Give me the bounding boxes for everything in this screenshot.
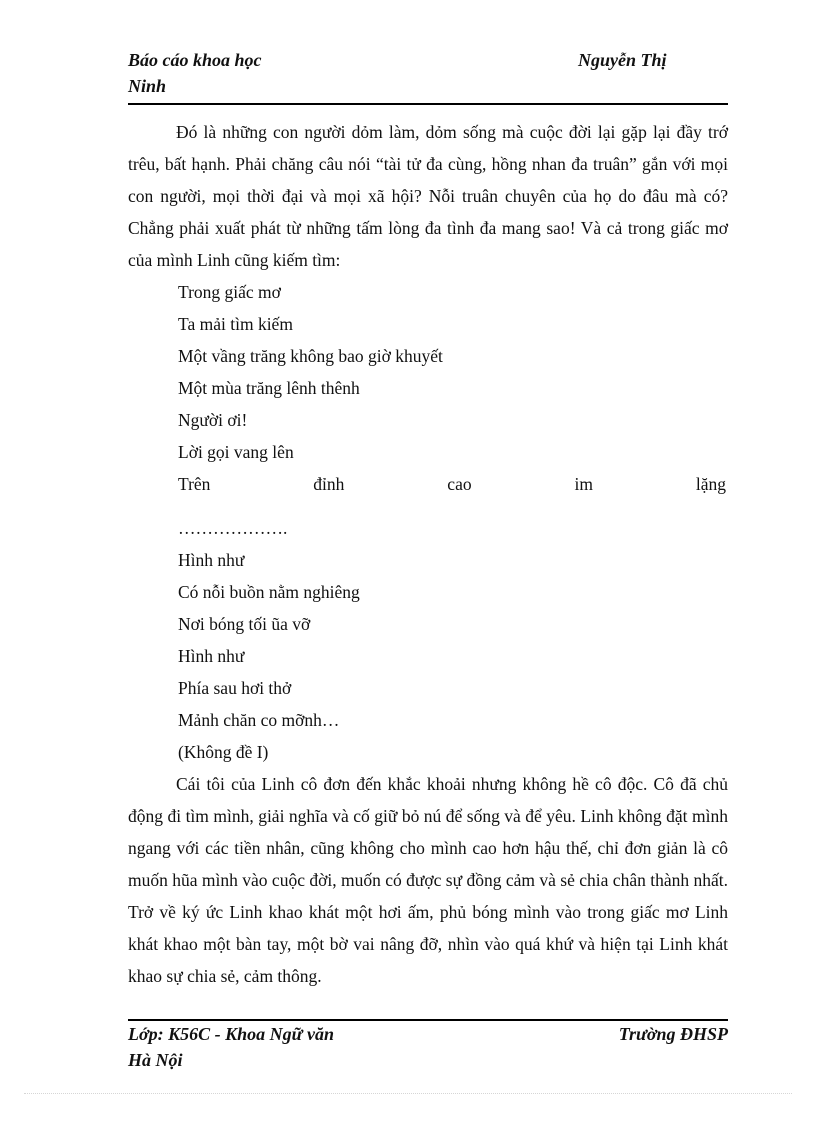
document-body (128, 116, 728, 992)
poem-line: Mảnh chăn co mỡnh… (178, 710, 340, 730)
poem-line-justified (178, 468, 726, 500)
poem-line: Trong giấc mơ (178, 282, 281, 302)
poem-word: im (574, 474, 593, 494)
poem-line: Nơi bóng tối ũa vỡ (178, 614, 311, 634)
header-author-name: Nguyễn Thị (578, 50, 667, 70)
header-author-name-cont: Ninh (128, 76, 167, 96)
footer-rule (128, 1019, 728, 1021)
poem-source: (Không đề I) (178, 742, 269, 762)
poem-line: Hình như (178, 646, 245, 666)
poem-line: Một mùa trăng lênh thênh (178, 378, 360, 398)
poem-word: Trên (178, 474, 211, 494)
poem-word: đỉnh (313, 474, 345, 494)
poem-word: lặng (695, 474, 726, 494)
header-report-title: Báo cáo khoa học (128, 50, 262, 70)
poem-gap (178, 500, 728, 512)
footer-school-name: Trường ĐHSP (618, 1024, 728, 1044)
paragraph-analysis: Cái tôi của Linh cô đơn đến khắc khoải nhưng không hề cô độc. Cô đã chủ động đi tìm mình, giải nghĩa và cố giữ bỏ nú để sống và để yêu. Linh không đặt mình ngang với các tiền nhân, cũng không cho mình cao hơn hậu thế, chỉ đơn giản là cô muốn hũa mình vào cuộc đời, muốn có được sự đồng cảm và sẻ chia chân thành nhất. Trở về ký ức Linh khao khát một hơi ấm, phủ bóng mình vào trong giấc mơ Linh khát khao một bàn tay, một bờ vai nâng đỡ, nhìn vào quá khứ và hiện tại Linh khát khao sự chia sẻ, cảm thông. (128, 774, 728, 986)
poem-line: Hình như (178, 550, 245, 570)
poem-line: Một vầng trăng không bao giờ khuyết (178, 346, 443, 366)
poem-excerpt (128, 276, 728, 768)
poem-line: Người ơi! (178, 410, 248, 430)
footer-city: Hà Nội (128, 1050, 183, 1070)
poem-line: Ta mải tìm kiếm (178, 314, 293, 334)
paragraph-intro: Đó là những con người dỏm làm, dỏm sống mà cuộc đời lại gặp lại đầy trớ trêu, bất hạnh. Phải chăng câu nói “tài tử đa cùng, hồng nhan đa truân” gắn với mọi con người, mọi thời đại và mọi xã hội? Nỗi truân chuyên của họ do đâu mà có? Chẳng phải xuất phát từ những tấm lòng đa tình đa mang sao! Và cả trong giấc mơ của mình Linh cũng kiếm tìm: (128, 122, 728, 270)
page-bottom-dotted-line (24, 1093, 792, 1094)
poem-ellipsis: ………………. (178, 518, 288, 538)
poem-word: cao (447, 474, 472, 494)
header-rule (128, 103, 728, 105)
page-footer (128, 1022, 728, 1078)
poem-line: Phía sau hơi thở (178, 678, 292, 698)
poem-line: Có nỗi buồn nằm nghiêng (178, 582, 360, 602)
page-header (128, 48, 728, 104)
poem-line: Lời gọi vang lên (178, 442, 294, 462)
footer-class-info: Lớp: K56C - Khoa Ngữ văn (128, 1024, 334, 1044)
